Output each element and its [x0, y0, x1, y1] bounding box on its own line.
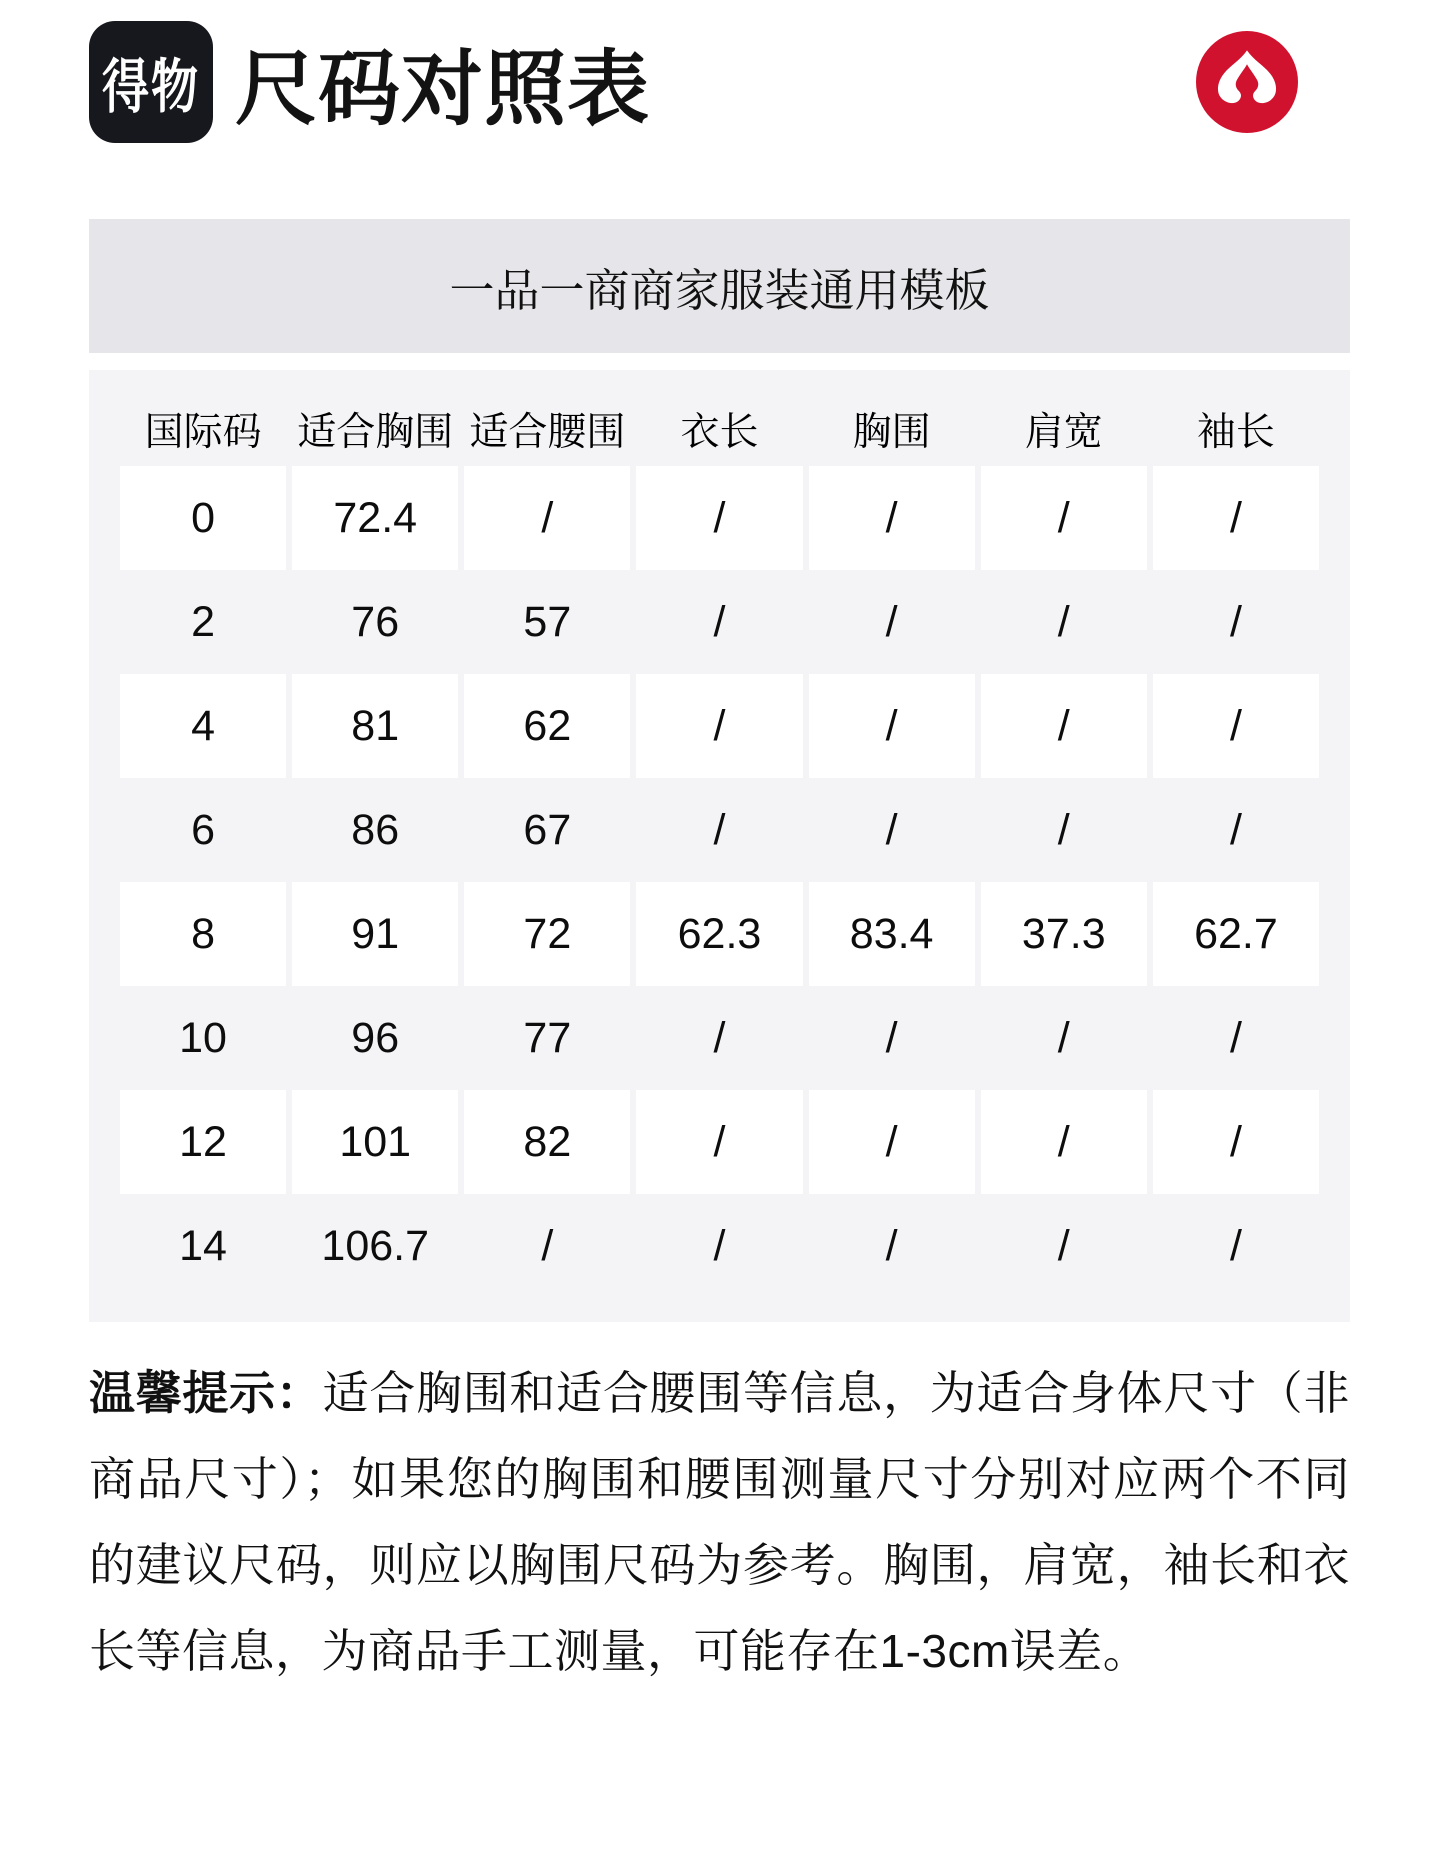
table-cell: / — [885, 1221, 898, 1270]
column-header: 胸围 — [852, 411, 931, 454]
table-cell: / — [1229, 597, 1242, 646]
table-cell: / — [541, 1221, 554, 1270]
table-cell: / — [1153, 1090, 1319, 1194]
table-cell: 83.4 — [809, 882, 975, 986]
table-cell: 10 — [179, 1013, 227, 1062]
table-cell: / — [1057, 805, 1070, 854]
table-cell: 91 — [292, 882, 458, 986]
table-cell: / — [885, 1013, 898, 1062]
table-cell: 57 — [523, 597, 572, 646]
table-cell: 72.4 — [292, 466, 458, 570]
table-row — [120, 986, 1319, 1090]
table-cell: 82 — [464, 1090, 630, 1194]
dewu-logo-icon — [89, 21, 213, 143]
table-cell: 72 — [464, 882, 630, 986]
table-cell: 86 — [351, 805, 400, 854]
table-cell: 76 — [351, 597, 400, 646]
table-cell: / — [1153, 466, 1319, 570]
table-cell: / — [713, 1221, 726, 1270]
table-row — [120, 466, 1319, 570]
table-cell: / — [1229, 1221, 1242, 1270]
table-cell: / — [1153, 674, 1319, 778]
table-cell: 37.3 — [981, 882, 1147, 986]
table-cell: 62 — [464, 674, 630, 778]
table-cell: 6 — [191, 805, 216, 854]
title-bar — [89, 20, 1350, 144]
page-title: 尺码对照表 — [235, 43, 651, 135]
table-cell: 101 — [292, 1090, 458, 1194]
table-cell: / — [885, 597, 898, 646]
column-header: 适合胸围 — [297, 411, 454, 454]
table-cell: 67 — [523, 805, 572, 854]
table-cell: 96 — [351, 1013, 400, 1062]
table-cell: 8 — [120, 882, 286, 986]
table-row — [120, 570, 1319, 674]
table-cell: 0 — [120, 466, 286, 570]
column-header: 袖长 — [1196, 411, 1275, 454]
table-cell: / — [809, 466, 975, 570]
column-header: 肩宽 — [1024, 411, 1103, 454]
column-header: 适合腰围 — [469, 411, 626, 454]
table-cell: / — [981, 1090, 1147, 1194]
table-cell: / — [1057, 597, 1070, 646]
table-row — [120, 778, 1319, 882]
table-row — [120, 674, 1319, 778]
table-cell: / — [713, 597, 726, 646]
table-cell: / — [1229, 805, 1242, 854]
table-cell: / — [981, 674, 1147, 778]
table-cell: / — [1229, 1013, 1242, 1062]
table-cell: / — [1057, 1013, 1070, 1062]
lululemon-logo-icon — [1196, 31, 1298, 133]
table-cell: / — [885, 805, 898, 854]
table-body — [120, 466, 1319, 1298]
table-cell: / — [464, 466, 630, 570]
table-cell: / — [809, 674, 975, 778]
table-row — [120, 1194, 1319, 1298]
table-cell: 4 — [120, 674, 286, 778]
table-cell: / — [1057, 1221, 1070, 1270]
template-banner — [89, 219, 1350, 353]
table-cell: / — [636, 674, 802, 778]
dewu-logo-text: 得物 — [102, 52, 200, 119]
table-cell: / — [636, 466, 802, 570]
table-cell: 12 — [120, 1090, 286, 1194]
table-cell: / — [636, 1090, 802, 1194]
table-cell: 62.3 — [636, 882, 802, 986]
table-header-row — [120, 392, 1319, 466]
table-cell: 14 — [179, 1221, 227, 1270]
size-table — [89, 370, 1350, 1322]
table-cell: / — [809, 1090, 975, 1194]
note-label: 温馨提示： — [89, 1367, 323, 1419]
table-cell: / — [713, 1013, 726, 1062]
table-cell: 81 — [292, 674, 458, 778]
template-banner-text: 一品一商商家服装通用模板 — [449, 264, 990, 316]
table-cell: 2 — [191, 597, 216, 646]
table-cell: / — [713, 805, 726, 854]
table-cell: 77 — [523, 1013, 572, 1062]
table-row — [120, 882, 1319, 986]
table-cell: 62.7 — [1153, 882, 1319, 986]
column-header: 衣长 — [680, 411, 759, 454]
table-row — [120, 1090, 1319, 1194]
table-cell: / — [981, 466, 1147, 570]
note-text: 适合胸围和适合腰围等信息，为适合身体尺寸（非商品尺寸）；如果您的胸围和腰围测量尺寸分别对应两个不同的建议尺码，则应以胸围尺码为参考。胸围，肩宽，袖长和衣长等信息，为商品手工测量，可能存在1-3cm误差。 — [89, 1367, 1351, 1677]
column-header: 国际码 — [144, 411, 262, 454]
note — [89, 1350, 1350, 1694]
table-cell: 106.7 — [321, 1221, 430, 1270]
